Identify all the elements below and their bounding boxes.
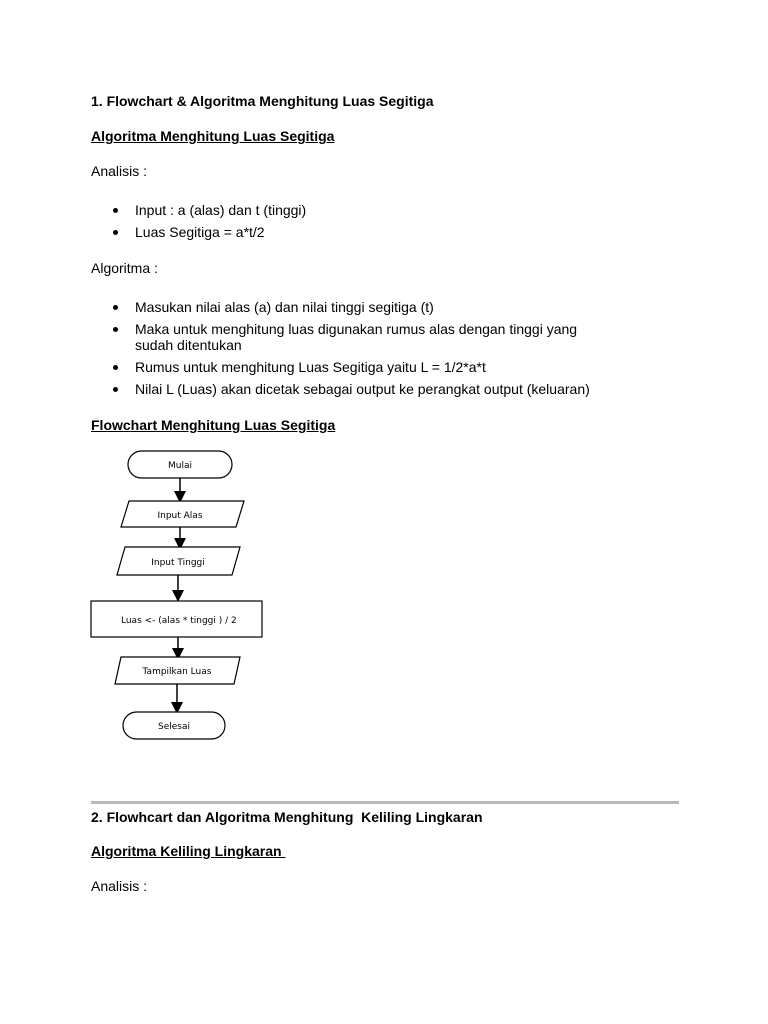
section1-title: 1. Flowchart & Algoritma Menghitung Luas Segitiga: [91, 93, 434, 109]
section1-algoritma-label: Algoritma :: [91, 260, 158, 276]
list-item: Maka untuk menghitung luas digunakan rumus alas dengan tinggi yang sudah ditentukan: [91, 321, 615, 353]
list-item: Nilai L (Luas) akan dicetak sebagai output ke perangkat output (keluaran): [91, 381, 651, 397]
flowchart-heading: Flowchart Menghitung Luas Segitiga: [91, 417, 336, 433]
analisis-list: [91, 202, 651, 246]
algoritma-list: [91, 299, 651, 403]
section2-title: 2. Flowhcart dan Algoritma Menghitung Keliling Lingkaran: [91, 809, 483, 825]
section1-analisis-label: Analisis :: [91, 163, 148, 179]
section-divider: [91, 801, 679, 804]
input-tinggi-label: Input Tinggi: [151, 558, 205, 568]
section1-algo-heading: Algoritma Menghitung Luas Segitiga: [91, 128, 335, 144]
list-item: Luas Segitiga = a*t/2: [91, 224, 651, 240]
start-label: Mulai: [168, 461, 192, 471]
list-item: Input : a (alas) dan t (tinggi): [91, 202, 651, 218]
output-label: Tampilkan Luas: [142, 667, 212, 677]
process-label: Luas <- (alas * tinggi ) / 2: [121, 616, 237, 626]
list-item: Rumus untuk menghitung Luas Segitiga yaitu L = 1/2*a*t: [91, 359, 651, 375]
section2-analisis-label: Analisis :: [91, 878, 148, 894]
list-item: Masukan nilai alas (a) dan nilai tinggi segitiga (t): [91, 299, 651, 315]
end-label: Selesai: [158, 722, 190, 732]
section2-algo-heading: Algoritma Keliling Lingkaran: [91, 843, 286, 859]
flowchart-diagram: [85, 445, 275, 745]
input-alas-label: Input Alas: [157, 511, 203, 521]
